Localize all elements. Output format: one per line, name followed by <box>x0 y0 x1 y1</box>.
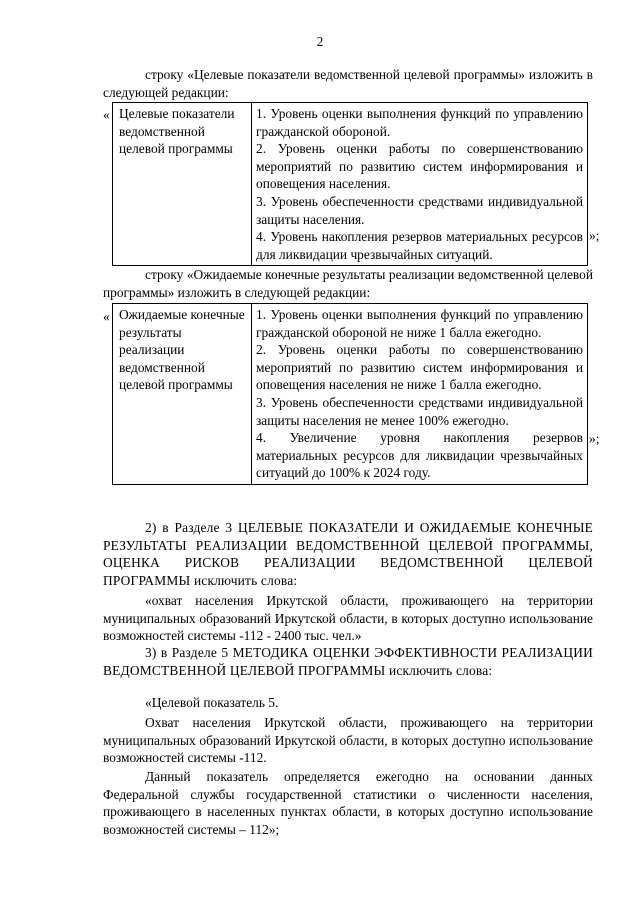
table1-open-quote: « <box>103 107 110 122</box>
results-table <box>112 303 588 485</box>
intro-paragraph-2: строку «Ожидаемые конечные результаты реализации ведомственной целевой программы» изложить в следующей редакции: <box>103 267 593 300</box>
table2-left-cell: Ожидаемые конечные результаты реализации ведомственной целевой программы <box>113 304 252 485</box>
table1-item-2: 2. Уровень оценки работы по совершенствованию мероприятий по развитию систем информирования и оповещения населения. <box>256 141 583 192</box>
targets-table <box>112 102 588 266</box>
table1-item-3: 3. Уровень обеспеченности средствами индивидуальной защиты населения. <box>256 193 583 227</box>
section5-paragraph <box>103 644 593 679</box>
table1-close-quote: »; <box>589 228 600 243</box>
page-number: 2 <box>316 34 324 49</box>
section5-action: исключить слова: <box>385 662 493 678</box>
table1-left-cell: Целевые показатели ведомственной целевой программы <box>113 103 252 266</box>
table2-right-cell <box>252 304 588 485</box>
indicator-method: Данный показатель определяется ежегодно на основании данных Федеральной службы государственной статистики о численности населения, проживающего в населенных пунктах области, в которых доступно использование возможностей системы – 112»; <box>103 769 593 837</box>
table2-item-2: 2. Уровень оценки работы по совершенствованию мероприятий по развитию систем информирования и оповещения населения не ниже 1 балла ежегодно. <box>256 342 583 393</box>
indicator-title: «Целевой показатель 5. <box>145 695 279 710</box>
section3-action: исключить слова: <box>190 572 298 588</box>
section3-paragraph <box>103 519 593 589</box>
table1-right-cell <box>252 103 588 266</box>
table2-open-quote: « <box>103 309 110 324</box>
section3-heading: 2) в Разделе 3 ЦЕЛЕВЫЕ ПОКАЗАТЕЛИ И ОЖИДАЕМЫЕ КОНЕЧНЫЕ РЕЗУЛЬТАТЫ РЕАЛИЗАЦИИ ВЕДОМСТВЕННОЙ ЦЕЛЕВОЙ ПРОГРАММЫ, ОЦЕНКА РИСКОВ РЕАЛИЗАЦИИ ВЕДОМСТВЕННОЙ ЦЕЛЕВОЙ ПРОГРАММЫ <box>103 520 593 588</box>
table1-item-1: 1. Уровень оценки выполнения функций по управлению гражданской обороной. <box>256 106 583 139</box>
table2-item-3: 3. Уровень обеспеченности средствами индивидуальной защиты населения не менее 100% ежегодно. <box>256 394 583 428</box>
table2-item-4: 4. Увеличение уровня накопления резервов материальных ресурсов для ликвидации чрезвычайных ситуаций до 100% к 2024 году. <box>256 430 583 481</box>
section5-heading: 3) в Разделе 5 МЕТОДИКА ОЦЕНКИ ЭФФЕКТИВНОСТИ РЕАЛИЗАЦИИ ВЕДОМСТВЕННОЙ ЦЕЛЕВОЙ ПРОГРАММЫ <box>103 645 593 678</box>
table1-item-4: 4. Уровень накопления резервов материальных ресурсов для ликвидации чрезвычайных ситуаций. <box>256 229 583 262</box>
indicator-description: Охват населения Иркутской области, проживающего на территории муниципальных образований Иркутской области, в которых доступно использование возможностей системы -112. <box>103 715 593 765</box>
table2-item-1: 1. Уровень оценки выполнения функций по управлению гражданской обороной не ниже 1 балла ежегодно. <box>256 307 583 340</box>
table2-close-quote: »; <box>589 431 600 446</box>
intro-paragraph-1: строку «Целевые показатели ведомственной целевой программы» изложить в следующей редакции: <box>103 67 593 100</box>
section3-quote: «охват населения Иркутской области, проживающего на территории муниципальных образований Иркутской области, в которых доступно использование возможностей системы -112 - 2400 тыс. чел.» <box>103 593 593 643</box>
